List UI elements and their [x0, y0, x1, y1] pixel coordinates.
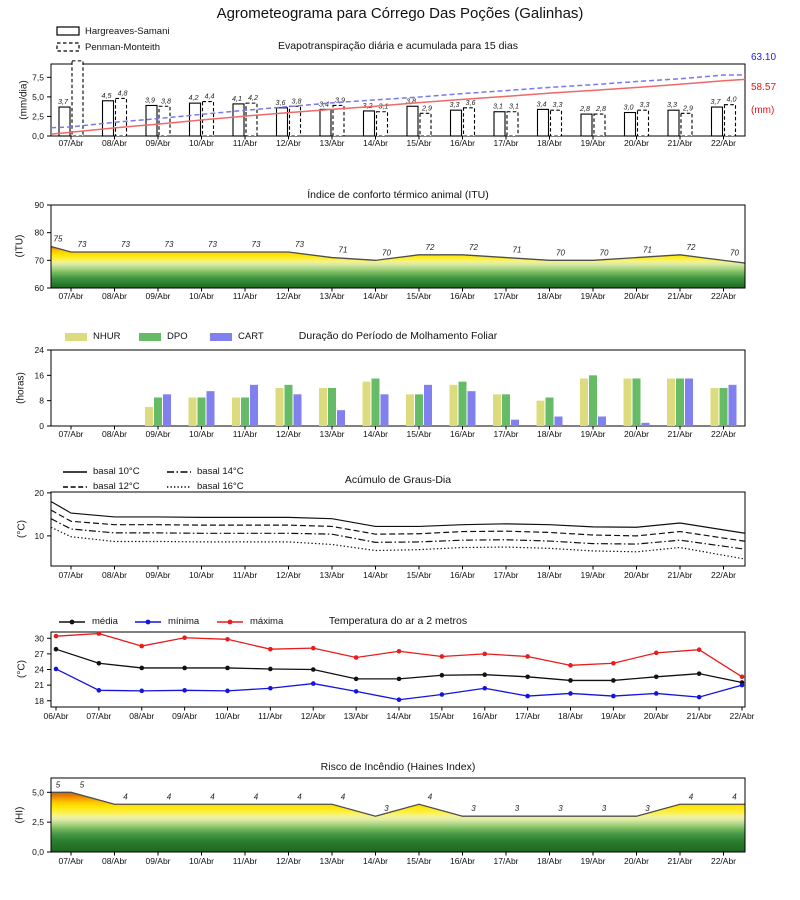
svg-text:73: 73 — [208, 240, 217, 250]
svg-text:13/Abr: 13/Abr — [319, 429, 345, 439]
legend-label-minima: mínima — [168, 616, 200, 627]
haines-chart-title: Risco de Incêndio (Haines Index) — [320, 761, 476, 773]
svg-text:24: 24 — [34, 345, 44, 355]
svg-text:10/Abr: 10/Abr — [214, 711, 241, 721]
svg-text:18/Abr: 18/Abr — [536, 429, 563, 439]
svg-text:07/Abr: 07/Abr — [58, 138, 84, 148]
svg-text:18/Abr: 18/Abr — [536, 856, 563, 866]
media-legend-line-icon — [58, 617, 86, 627]
legend-label-basal10: basal 10°C — [93, 466, 140, 477]
svg-text:07/Abr: 07/Abr — [58, 856, 84, 866]
hargreaves-accumulated-total: 58.57 — [751, 82, 777, 93]
svg-text:75: 75 — [53, 234, 63, 244]
svg-text:09/Abr: 09/Abr — [145, 856, 171, 866]
svg-text:8: 8 — [39, 395, 44, 406]
dpo-legend-swatch-icon — [138, 332, 162, 342]
svg-text:09/Abr: 09/Abr — [145, 291, 171, 301]
haines-y-axis-label: (HI) — [14, 806, 26, 824]
gd-y-axis-label: (°C) — [16, 520, 28, 538]
temp-y-axis-label: (°C) — [16, 660, 28, 678]
dpmf-chart-title: Duração do Período de Molhamento Foliar — [298, 330, 498, 342]
svg-text:09/Abr: 09/Abr — [172, 711, 198, 721]
svg-text:19/Abr: 19/Abr — [580, 429, 606, 439]
legend-label-maxima: máxima — [250, 616, 284, 627]
svg-text:0,0: 0,0 — [32, 131, 44, 141]
svg-text:13/Abr: 13/Abr — [319, 291, 345, 301]
svg-text:09/Abr: 09/Abr — [145, 570, 171, 580]
svg-text:72: 72 — [425, 242, 435, 252]
hargreaves-legend-swatch-icon — [56, 26, 80, 36]
svg-text:14/Abr: 14/Abr — [362, 138, 389, 148]
penman-legend-swatch-icon — [56, 42, 80, 52]
svg-text:06/Abr: 06/Abr — [43, 711, 69, 721]
svg-text:08/Abr: 08/Abr — [101, 570, 128, 580]
penman-accumulated-total: 63.10 — [751, 52, 777, 63]
legend-label-cart: CART — [238, 331, 264, 342]
svg-text:21/Abr: 21/Abr — [667, 570, 693, 580]
haines-area — [51, 792, 745, 852]
svg-text:11/Abr: 11/Abr — [232, 291, 258, 301]
svg-text:19/Abr: 19/Abr — [580, 856, 606, 866]
svg-text:72: 72 — [686, 242, 696, 252]
svg-text:3: 3 — [601, 804, 607, 814]
svg-text:71: 71 — [338, 245, 348, 255]
svg-text:18/Abr: 18/Abr — [536, 570, 563, 580]
dpmf-y-axis-label: (horas) — [15, 372, 27, 404]
svg-text:12/Abr: 12/Abr — [275, 429, 302, 439]
svg-text:4,5: 4,5 — [101, 90, 112, 100]
legend-label-hargreaves: Hargreaves-Samani — [85, 26, 170, 37]
svg-text:13/Abr: 13/Abr — [343, 711, 369, 721]
svg-text:3,1: 3,1 — [493, 101, 503, 111]
svg-text:70: 70 — [730, 248, 739, 258]
basal10-legend-line-icon — [62, 468, 88, 476]
svg-text:14/Abr: 14/Abr — [362, 429, 389, 439]
svg-text:10/Abr: 10/Abr — [188, 291, 215, 301]
svg-text:11/Abr: 11/Abr — [232, 856, 258, 866]
svg-text:4,4: 4,4 — [204, 91, 215, 101]
svg-text:2,8: 2,8 — [596, 104, 606, 114]
svg-text:15/Abr: 15/Abr — [406, 429, 432, 439]
svg-text:17/Abr: 17/Abr — [493, 570, 519, 580]
legend-label-nhur: NHUR — [93, 331, 121, 342]
svg-text:4: 4 — [688, 792, 694, 802]
svg-text:17/Abr: 17/Abr — [493, 429, 519, 439]
svg-text:24: 24 — [34, 664, 44, 675]
svg-text:10/Abr: 10/Abr — [188, 570, 215, 580]
svg-text:3,1: 3,1 — [509, 101, 519, 111]
svg-text:09/Abr: 09/Abr — [145, 429, 171, 439]
svg-text:07/Abr: 07/Abr — [86, 711, 112, 721]
svg-text:4: 4 — [427, 792, 433, 802]
svg-text:17/Abr: 17/Abr — [493, 856, 519, 866]
svg-text:16/Abr: 16/Abr — [449, 291, 476, 301]
legend-label-penman: Penman-Monteith — [85, 42, 160, 53]
legend-label-basal12: basal 12°C — [93, 481, 140, 492]
svg-text:17/Abr: 17/Abr — [515, 711, 541, 721]
svg-text:18: 18 — [34, 695, 44, 706]
svg-text:12/Abr: 12/Abr — [275, 570, 302, 580]
svg-text:60: 60 — [34, 283, 44, 293]
svg-text:21/Abr: 21/Abr — [667, 291, 693, 301]
svg-text:13/Abr: 13/Abr — [319, 138, 345, 148]
svg-text:4,1: 4,1 — [232, 93, 242, 103]
svg-text:22/Abr: 22/Abr — [710, 429, 737, 439]
svg-text:20/Abr: 20/Abr — [623, 570, 650, 580]
svg-text:08/Abr: 08/Abr — [101, 429, 128, 439]
accumulated-unit-label: (mm) — [751, 105, 775, 116]
svg-text:4,8: 4,8 — [117, 88, 128, 98]
svg-text:4: 4 — [166, 792, 172, 802]
svg-text:12/Abr: 12/Abr — [275, 138, 302, 148]
svg-text:3: 3 — [514, 804, 520, 814]
svg-text:21/Abr: 21/Abr — [667, 138, 693, 148]
svg-text:90: 90 — [34, 200, 44, 210]
et-y-axis-label: (mm/dia) — [18, 80, 30, 120]
svg-text:3,8: 3,8 — [291, 96, 302, 106]
svg-text:13/Abr: 13/Abr — [319, 570, 345, 580]
basal16-legend-line-icon — [166, 483, 192, 491]
svg-text:0: 0 — [39, 421, 44, 431]
svg-text:12/Abr: 12/Abr — [300, 711, 326, 721]
svg-text:08/Abr: 08/Abr — [101, 138, 128, 148]
temp-chart-title: Temperatura do ar a 2 metros — [328, 615, 468, 627]
svg-text:07/Abr: 07/Abr — [58, 429, 84, 439]
svg-text:21: 21 — [34, 680, 44, 691]
svg-text:15/Abr: 15/Abr — [406, 570, 432, 580]
svg-text:73: 73 — [121, 240, 130, 250]
svg-text:14/Abr: 14/Abr — [386, 711, 412, 721]
svg-text:10: 10 — [34, 530, 44, 541]
legend-label-dpo: DPO — [167, 331, 188, 342]
svg-text:10/Abr: 10/Abr — [188, 856, 215, 866]
et-chart-title: Evapotranspiração diária e acumulada para 15 dias — [278, 40, 518, 52]
svg-text:3,4: 3,4 — [536, 99, 547, 109]
svg-text:19/Abr: 19/Abr — [580, 138, 606, 148]
svg-text:4: 4 — [732, 792, 737, 802]
legend-label-basal16: basal 16°C — [197, 481, 244, 492]
svg-text:71: 71 — [643, 245, 652, 255]
svg-text:20/Abr: 20/Abr — [643, 711, 669, 721]
svg-text:17/Abr: 17/Abr — [493, 138, 519, 148]
svg-text:0,0: 0,0 — [32, 847, 44, 857]
svg-text:08/Abr: 08/Abr — [101, 291, 128, 301]
svg-text:4: 4 — [210, 792, 215, 802]
svg-text:73: 73 — [295, 240, 304, 250]
svg-text:22/Abr: 22/Abr — [710, 570, 737, 580]
svg-text:19/Abr: 19/Abr — [600, 711, 626, 721]
svg-text:3,6: 3,6 — [465, 97, 476, 107]
svg-text:30: 30 — [34, 633, 44, 644]
svg-text:70: 70 — [382, 248, 391, 258]
svg-text:14/Abr: 14/Abr — [362, 856, 389, 866]
svg-text:3,0: 3,0 — [623, 102, 634, 112]
svg-text:3,8: 3,8 — [161, 96, 171, 106]
itu-area — [51, 247, 745, 289]
svg-text:5,0: 5,0 — [32, 787, 44, 798]
svg-text:08/Abr: 08/Abr — [101, 856, 128, 866]
gd-chart-title: Acúmulo de Graus-Dia — [344, 474, 452, 486]
svg-text:3,9: 3,9 — [145, 95, 155, 105]
svg-text:3,3: 3,3 — [552, 100, 563, 110]
svg-text:10/Abr: 10/Abr — [188, 429, 215, 439]
svg-text:20/Abr: 20/Abr — [623, 429, 650, 439]
svg-text:2,5: 2,5 — [32, 111, 44, 122]
svg-text:4: 4 — [123, 792, 128, 802]
svg-text:70: 70 — [599, 248, 609, 258]
svg-text:20/Abr: 20/Abr — [623, 856, 650, 866]
svg-text:16/Abr: 16/Abr — [449, 138, 476, 148]
svg-text:2,9: 2,9 — [683, 103, 693, 113]
itu-chart-title: Índice de conforto térmico animal (ITU) — [307, 189, 489, 201]
svg-text:2,5: 2,5 — [32, 817, 44, 828]
svg-text:15/Abr: 15/Abr — [406, 138, 432, 148]
maxima-legend-line-icon — [216, 617, 244, 627]
svg-text:73: 73 — [251, 240, 261, 250]
svg-text:21/Abr: 21/Abr — [667, 856, 693, 866]
svg-text:16/Abr: 16/Abr — [449, 570, 476, 580]
svg-text:08/Abr: 08/Abr — [129, 711, 155, 721]
svg-text:21/Abr: 21/Abr — [686, 711, 712, 721]
svg-text:3: 3 — [645, 804, 650, 814]
svg-text:14/Abr: 14/Abr — [362, 570, 389, 580]
svg-text:3: 3 — [471, 804, 476, 814]
svg-text:3,9: 3,9 — [335, 95, 345, 105]
svg-text:15/Abr: 15/Abr — [406, 291, 432, 301]
svg-text:3,4: 3,4 — [319, 99, 329, 109]
svg-text:73: 73 — [77, 240, 87, 250]
legend-label-basal14: basal 14°C — [197, 466, 244, 477]
svg-text:4: 4 — [297, 792, 302, 802]
svg-text:20: 20 — [34, 487, 44, 498]
svg-text:4,0: 4,0 — [726, 94, 737, 104]
svg-text:20/Abr: 20/Abr — [623, 291, 650, 301]
svg-text:4: 4 — [340, 792, 346, 802]
svg-text:18/Abr: 18/Abr — [536, 291, 563, 301]
svg-text:7,5: 7,5 — [32, 72, 44, 83]
svg-text:07/Abr: 07/Abr — [58, 570, 84, 580]
svg-text:19/Abr: 19/Abr — [580, 570, 606, 580]
svg-text:27: 27 — [34, 648, 44, 659]
svg-text:20/Abr: 20/Abr — [623, 138, 650, 148]
svg-text:70: 70 — [34, 255, 44, 266]
svg-text:16/Abr: 16/Abr — [449, 429, 476, 439]
svg-text:3,3: 3,3 — [449, 100, 460, 110]
svg-text:16: 16 — [34, 370, 44, 381]
svg-text:3,3: 3,3 — [667, 100, 677, 110]
svg-text:3: 3 — [558, 804, 563, 814]
svg-text:3,1: 3,1 — [378, 101, 389, 111]
svg-text:3,3: 3,3 — [639, 100, 650, 110]
svg-text:4,2: 4,2 — [248, 93, 258, 103]
svg-text:3,7: 3,7 — [58, 97, 68, 107]
svg-text:21/Abr: 21/Abr — [667, 429, 693, 439]
svg-text:3,2: 3,2 — [362, 100, 373, 110]
svg-text:3,6: 3,6 — [275, 97, 286, 107]
svg-text:11/Abr: 11/Abr — [232, 429, 258, 439]
svg-text:22/Abr: 22/Abr — [710, 291, 737, 301]
svg-text:16/Abr: 16/Abr — [472, 711, 498, 721]
svg-text:4: 4 — [253, 792, 259, 802]
svg-text:11/Abr: 11/Abr — [232, 138, 258, 148]
svg-text:19/Abr: 19/Abr — [580, 291, 606, 301]
svg-text:09/Abr: 09/Abr — [145, 138, 171, 148]
svg-text:70: 70 — [556, 248, 565, 258]
svg-text:12/Abr: 12/Abr — [275, 856, 302, 866]
minima-legend-line-icon — [134, 617, 162, 627]
basal12-legend-line-icon — [62, 483, 88, 491]
nhur-legend-swatch-icon — [64, 332, 88, 342]
svg-text:5: 5 — [79, 780, 85, 790]
svg-text:2,8: 2,8 — [580, 104, 590, 114]
svg-text:73: 73 — [164, 240, 174, 250]
svg-text:11/Abr: 11/Abr — [258, 711, 283, 721]
svg-text:11/Abr: 11/Abr — [232, 570, 258, 580]
page-title: Agrometeograma para Córrego Das Poções (Galinhas) — [216, 5, 584, 22]
svg-text:18/Abr: 18/Abr — [557, 711, 584, 721]
svg-text:22/Abr: 22/Abr — [710, 138, 737, 148]
svg-text:22/Abr: 22/Abr — [710, 856, 737, 866]
svg-text:15/Abr: 15/Abr — [429, 711, 455, 721]
svg-text:72: 72 — [469, 242, 478, 252]
svg-text:14/Abr: 14/Abr — [362, 291, 389, 301]
svg-text:22/Abr: 22/Abr — [729, 711, 755, 721]
svg-text:5,0: 5,0 — [32, 91, 44, 102]
svg-text:80: 80 — [34, 227, 44, 238]
svg-text:3: 3 — [384, 804, 389, 814]
svg-text:71: 71 — [512, 245, 522, 255]
svg-text:3,8: 3,8 — [406, 96, 416, 106]
svg-text:18/Abr: 18/Abr — [536, 138, 563, 148]
svg-text:13/Abr: 13/Abr — [319, 856, 345, 866]
legend-label-media: média — [92, 616, 118, 627]
svg-text:4,2: 4,2 — [188, 93, 199, 103]
svg-text:10/Abr: 10/Abr — [188, 138, 215, 148]
svg-text:3,7: 3,7 — [710, 97, 721, 107]
svg-text:2,9: 2,9 — [422, 103, 432, 113]
svg-text:07/Abr: 07/Abr — [58, 291, 84, 301]
svg-text:12/Abr: 12/Abr — [275, 291, 302, 301]
svg-text:17/Abr: 17/Abr — [493, 291, 519, 301]
svg-text:5: 5 — [55, 780, 61, 790]
svg-text:16/Abr: 16/Abr — [449, 856, 476, 866]
cart-legend-swatch-icon — [209, 332, 233, 342]
basal14-legend-line-icon — [166, 468, 192, 476]
itu-y-axis-label: (ITU) — [14, 234, 26, 258]
gd-plot-frame — [51, 492, 745, 566]
svg-text:15/Abr: 15/Abr — [406, 856, 432, 866]
